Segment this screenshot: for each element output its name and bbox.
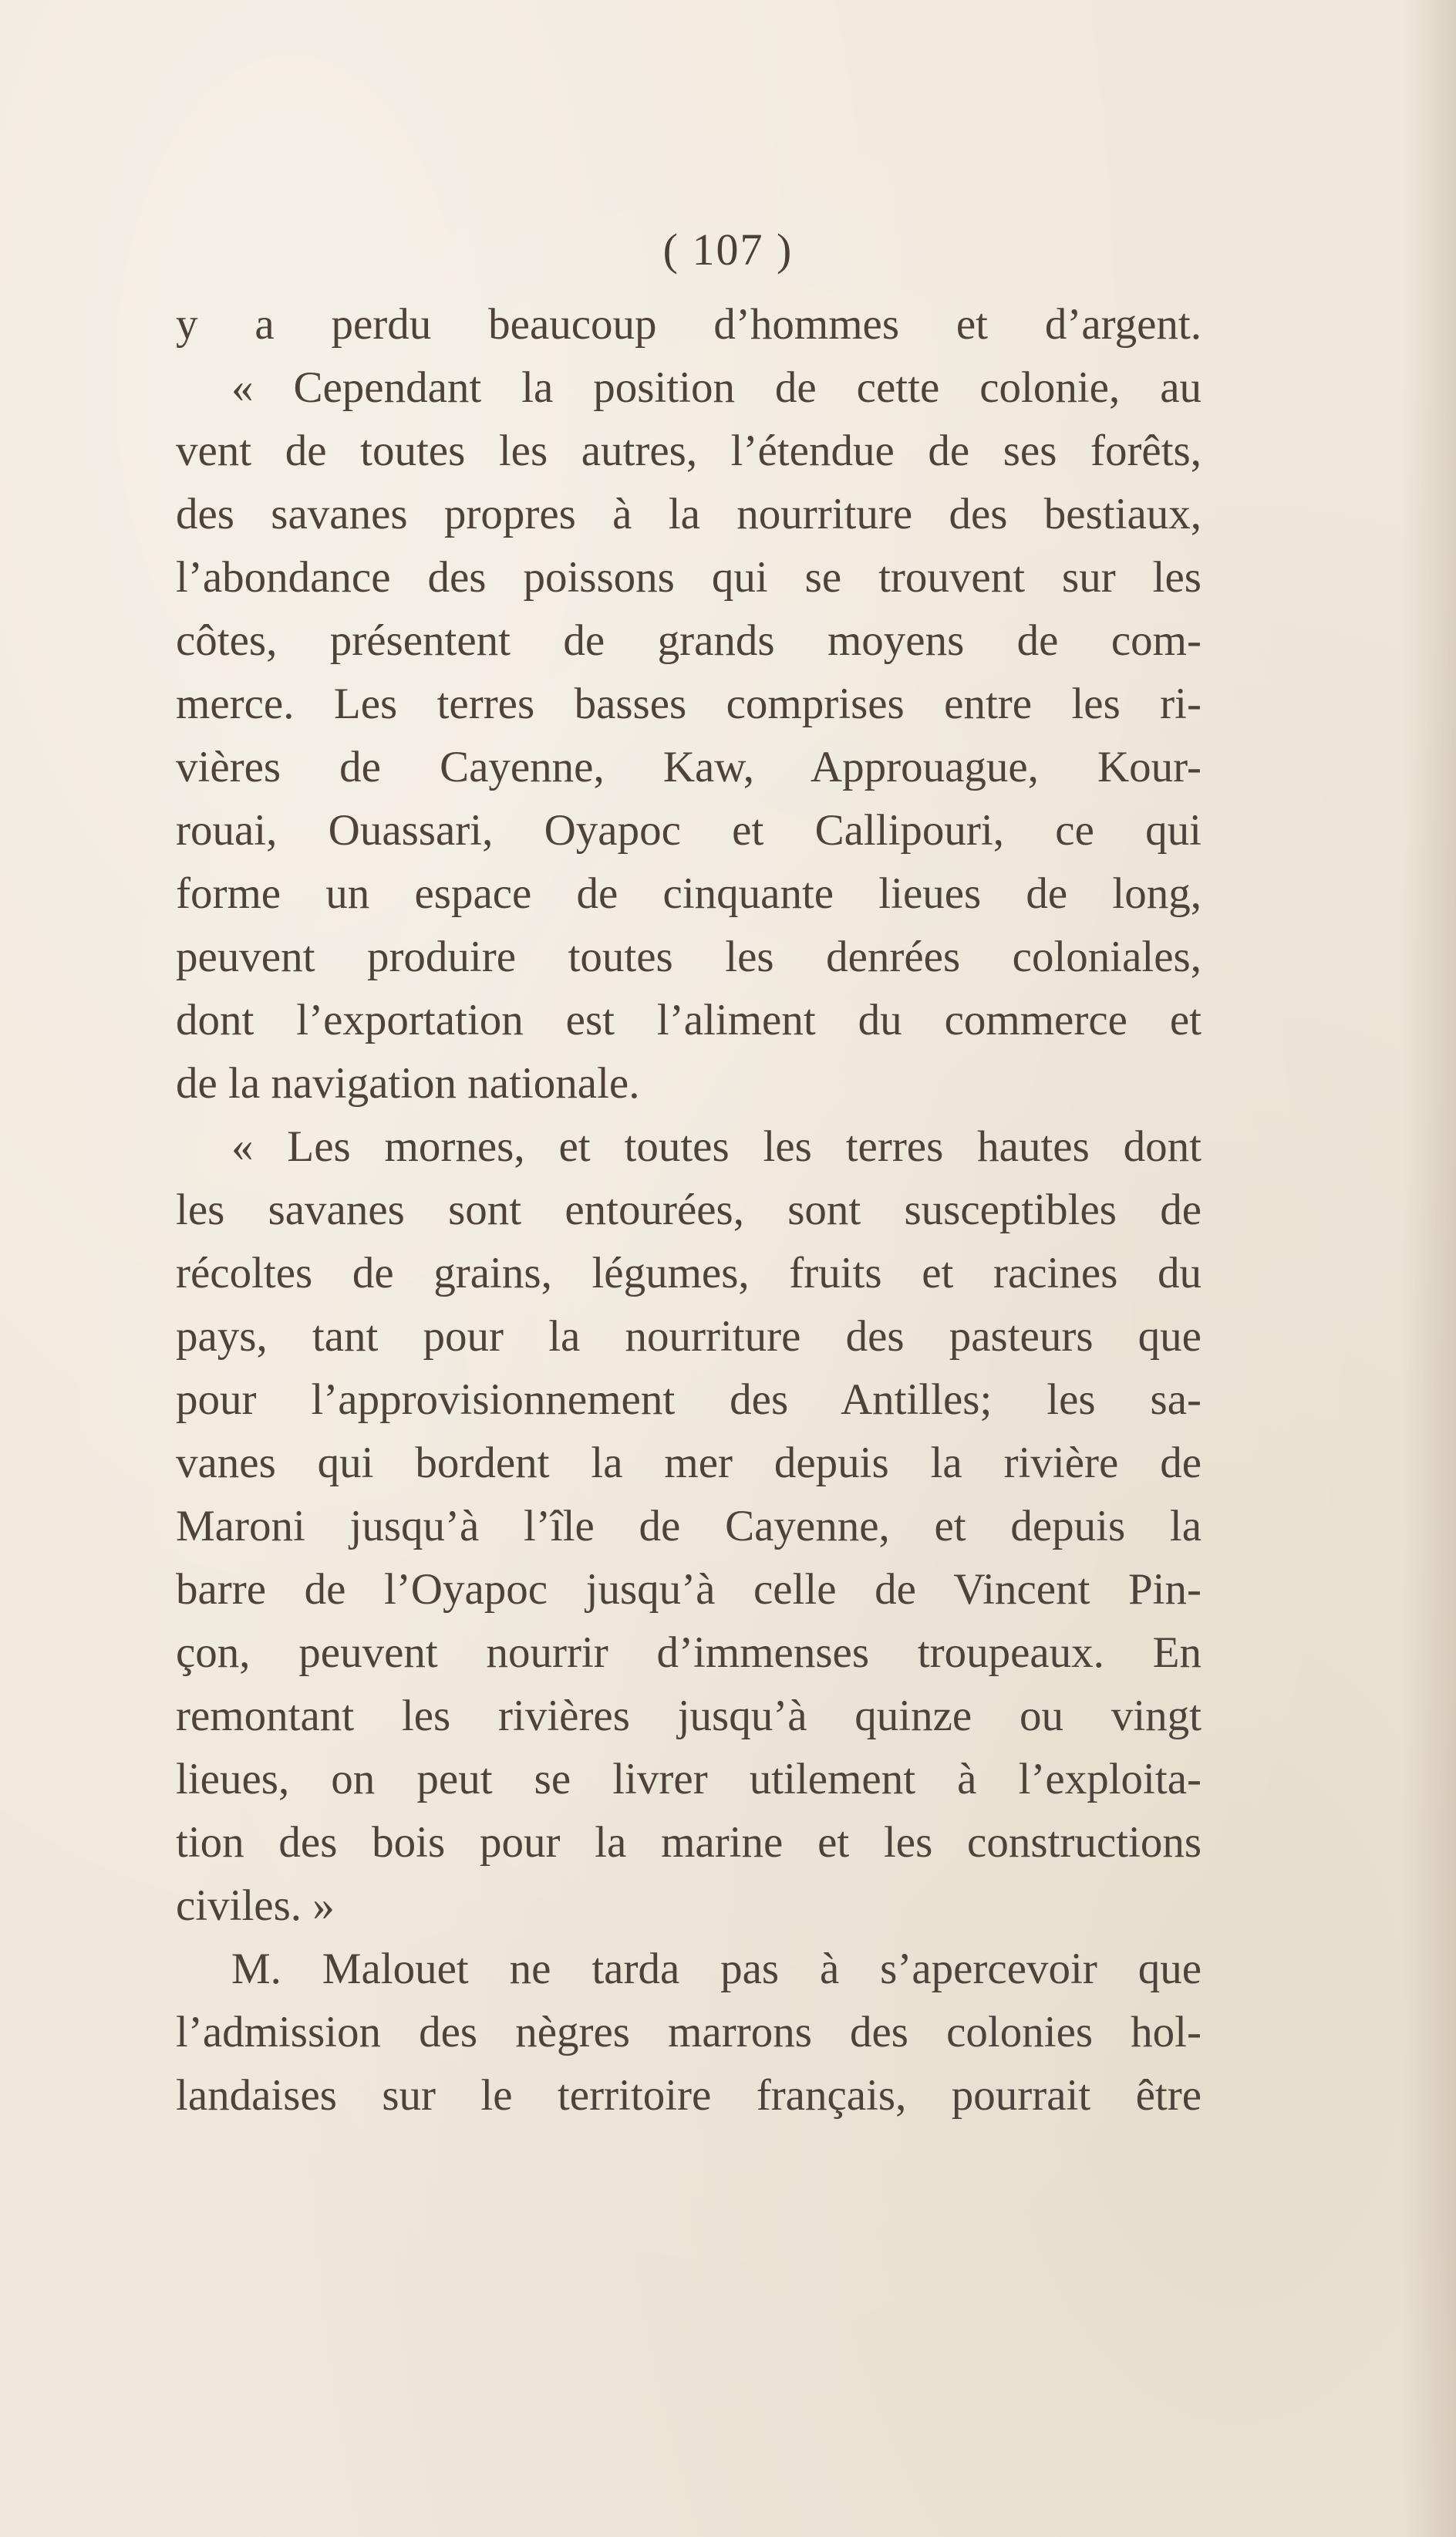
text-line: des savanes propres à la nourriture des bestiaux, [176,490,1202,538]
text-line: les savanes sont entourées, sont susceptibles de [176,1186,1202,1234]
text-line: barre de l’Oyapoc jusqu’à celle de Vincent Pin- [176,1565,1202,1614]
text-line: récoltes de grains, légumes, fruits et racines du [176,1249,1202,1297]
text-line: côtes, présentent de grands moyens de com- [176,616,1202,665]
text-line: de la navigation nationale. [176,1059,640,1108]
text-line: pays, tant pour la nourriture des pasteurs que [176,1312,1202,1361]
page-edge-shadow [1402,0,1456,2537]
text-line: Maroni jusqu’à l’île de Cayenne, et depuis la [176,1502,1202,1550]
text-line: « Cependant la position de cette colonie, au [231,363,1202,412]
text-line: forme un espace de cinquante lieues de long, [176,869,1202,918]
text-line: pour l’approvisionnement des Antilles; les sa- [176,1375,1202,1424]
text-line: l’admission des nègres marrons des colonies hol- [176,2008,1202,2056]
text-line: M. Malouet ne tarda pas à s’apercevoir que [231,1945,1202,1993]
text-line: peuvent produire toutes les denrées coloniales, [176,933,1202,981]
text-line: merce. Les terres basses comprises entre les ri- [176,680,1202,728]
text-line: dont l’exportation est l’aliment du commerce et [176,996,1202,1044]
text-line: vanes qui bordent la mer depuis la rivière de [176,1439,1202,1487]
text-line: vières de Cayenne, Kaw, Approuague, Kour- [176,743,1202,791]
body-text [176,293,1202,2127]
text-line: çon, peuvent nourrir d’immenses troupeaux. En [176,1628,1202,1677]
text-line: lieues, on peut se livrer utilement à l’exploita- [176,1755,1202,1803]
text-line: vent de toutes les autres, l’étendue de ses forêts, [176,427,1202,475]
text-line: remontant les rivières jusqu’à quinze ou vingt [176,1692,1202,1740]
text-line: civiles. » [176,1881,335,1930]
text-line: y a perdu beaucoup d’hommes et d’argent. [176,300,1202,349]
page-number: ( 107 ) [662,224,794,275]
text-line: rouai, Ouassari, Oyapoc et Callipouri, ce qui [176,806,1202,855]
text-line: « Les mornes, et toutes les terres hautes dont [231,1122,1202,1171]
text-line: landaises sur le territoire français, pourrait être [176,2071,1202,2120]
text-line: l’abondance des poissons qui se trouvent sur les [176,553,1202,602]
text-line: tion des bois pour la marine et les constructions [176,1818,1202,1867]
